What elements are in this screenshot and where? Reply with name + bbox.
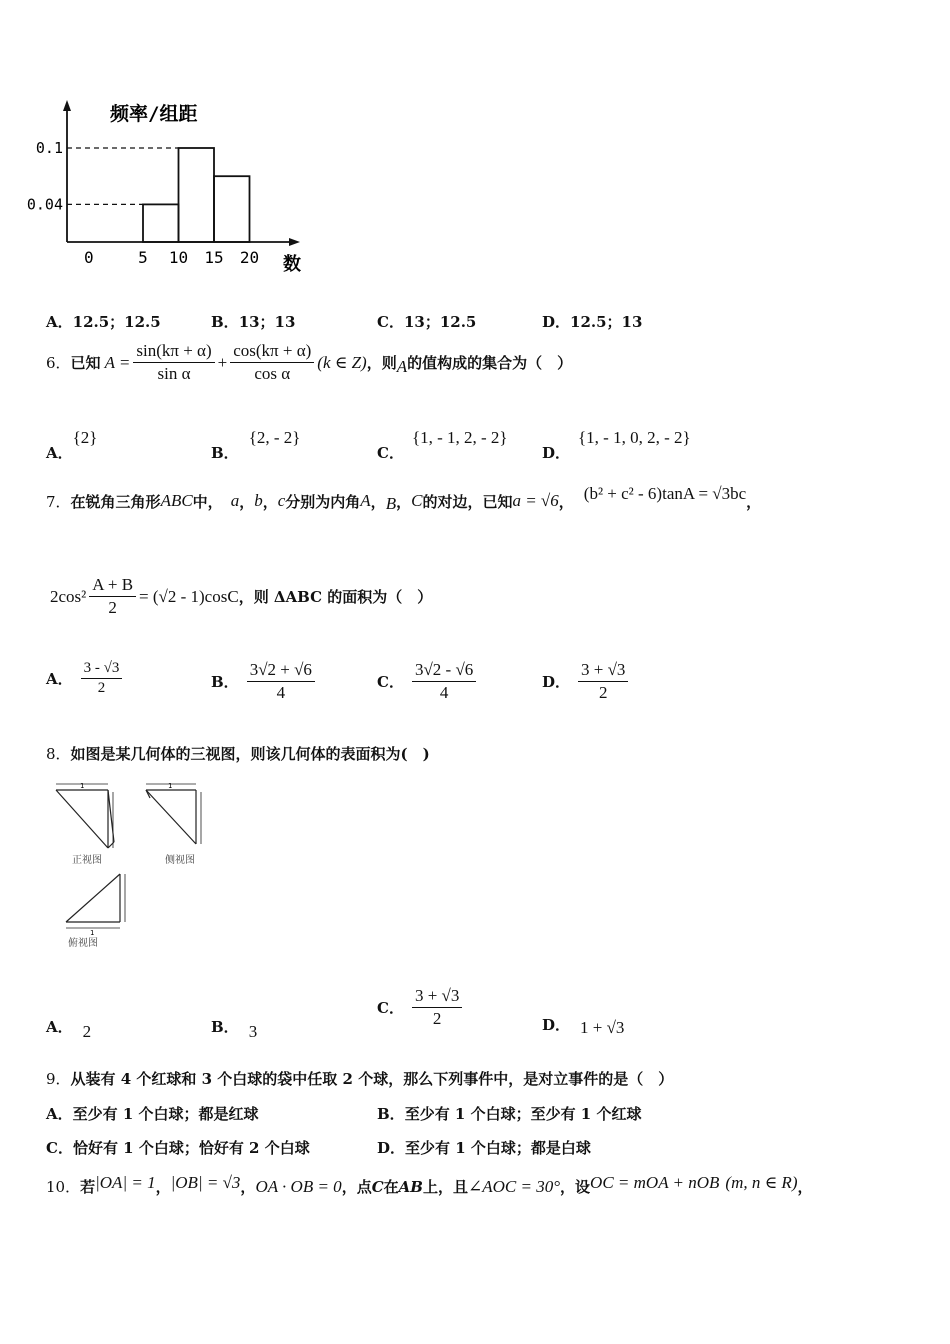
q6-mid: ，则 xyxy=(366,354,397,372)
question-number: 7． xyxy=(46,492,71,511)
q6-condition: (k ∈ Z) xyxy=(317,352,367,372)
option-label: B． xyxy=(211,444,239,462)
option-text: 至少有 1 个白球；都是白球 xyxy=(405,1139,591,1157)
side-view-label: 侧视图 xyxy=(165,855,195,866)
q6-sin-numerator: sin(kπ + α) xyxy=(133,341,214,363)
histogram-bar xyxy=(143,204,179,242)
option-text: {1, - 1, 0, 2, - 2} xyxy=(578,428,691,447)
q7-comma: ， xyxy=(558,492,574,511)
option-label: D． xyxy=(542,444,571,462)
option-text: 至少有 1 个白球；都是红球 xyxy=(72,1105,259,1123)
q6-sin-denominator: sin α xyxy=(157,364,191,383)
question-text: 从装有 4 个红球和 3 个白球的袋中任取 2 个球，那么下列事件中，是对立事件的是（ ） xyxy=(70,1070,674,1088)
top-view xyxy=(66,874,125,928)
fraction-numerator: 3√2 + √6 xyxy=(247,660,315,682)
q9-option-c[interactable] xyxy=(46,1137,310,1158)
option-label: D． xyxy=(377,1139,406,1157)
q8-option-d[interactable] xyxy=(542,1010,624,1038)
q10-text-2: ，点 xyxy=(341,1178,372,1196)
option-label: A． xyxy=(46,444,73,462)
three-views-figure xyxy=(50,778,220,953)
option-label: B． xyxy=(377,1105,405,1123)
option-text: 3 xyxy=(248,1022,258,1041)
q6-a-symbol: A xyxy=(396,356,408,376)
q10-segment-ab: AB xyxy=(398,1177,423,1196)
histogram-ylabel: 频率/组距 xyxy=(110,103,198,125)
q6-prefix: 已知 xyxy=(70,354,101,372)
histogram-y-tick: 0.1 xyxy=(35,139,63,157)
q10-text-4: 上，且 xyxy=(423,1178,469,1196)
q10-point-c: C xyxy=(371,1177,384,1196)
question-7-stem-line2 xyxy=(50,575,432,618)
q6-cos-denominator: cos α xyxy=(254,364,291,383)
option-label: A． xyxy=(46,670,73,688)
question-text: 如图是某几何体的三视图，则该几何体的表面积为( ) xyxy=(70,745,430,763)
q6-suffix: 的值构成的集合为（ ） xyxy=(407,354,573,372)
question-6-stem xyxy=(46,341,572,384)
fraction-denominator: 4 xyxy=(439,683,449,702)
fraction-numerator: 3 - √3 xyxy=(81,660,123,679)
q8-option-b[interactable] xyxy=(211,1010,257,1042)
q10-text-3: 在 xyxy=(383,1178,399,1196)
q6-plus: + xyxy=(217,352,228,372)
fraction-denominator: 2 xyxy=(598,683,608,702)
question-number: 9． xyxy=(46,1070,71,1088)
q6-cos-numerator: cos(kπ + α) xyxy=(230,341,314,363)
q10-comma: ， xyxy=(155,1178,171,1196)
fraction-numerator: 3 + √3 xyxy=(578,660,628,682)
histogram-x-tick: 20 xyxy=(239,248,260,267)
fraction-numerator: 3√2 - √6 xyxy=(412,660,476,682)
q10-angle: ∠AOC = 30° xyxy=(468,1176,561,1196)
histogram-bar xyxy=(214,176,250,242)
top-view-dim: 1 xyxy=(90,929,95,937)
q7-c: c xyxy=(277,491,286,510)
q7-fraction-numerator: A + B xyxy=(89,575,136,597)
option-label: A． xyxy=(46,1017,73,1036)
question-number: 10． xyxy=(46,1178,81,1196)
q10-oa: |OA| = 1 xyxy=(95,1172,156,1192)
question-10-stem xyxy=(46,1172,916,1197)
option-label: C． xyxy=(377,444,404,462)
q10-oc: OC = mOA + nOB xyxy=(590,1172,720,1192)
q7-text-2: 中， xyxy=(192,492,223,511)
option-label: B． xyxy=(211,1017,239,1036)
option-fraction xyxy=(247,660,315,703)
q7-fraction-denominator: 2 xyxy=(108,598,117,617)
option-text: 12.5；13 xyxy=(570,313,643,331)
q7-comma: ， xyxy=(262,492,278,511)
q10-end: ， xyxy=(797,1178,813,1196)
q7-text-1: 在锐角三角形 xyxy=(70,492,161,511)
q7-a-value: a = √6 xyxy=(512,491,559,510)
fraction-denominator: 2 xyxy=(97,680,106,696)
option-label: A． xyxy=(46,313,73,331)
fraction-denominator: 2 xyxy=(432,1009,442,1028)
q7-equation-2-prefix: 2cos² xyxy=(50,586,87,606)
q6-a-equals: A = xyxy=(104,352,131,372)
q7-b: b xyxy=(254,491,263,510)
option-label: B． xyxy=(211,313,239,331)
option-label: C． xyxy=(377,673,404,691)
front-view-label: 正视图 xyxy=(72,855,102,866)
q5-option-a[interactable] xyxy=(46,311,161,332)
option-text: 12.5；12.5 xyxy=(72,313,161,331)
q7-comma: ， xyxy=(746,492,762,511)
q5-option-c[interactable] xyxy=(377,311,476,332)
q7-angle-c: C xyxy=(411,491,423,510)
q10-comma: ， xyxy=(240,1178,256,1196)
option-label: D． xyxy=(542,673,571,691)
option-label: C． xyxy=(377,999,404,1017)
q7-equation-2-suffix: = (√2 - 1)cosC xyxy=(139,586,239,606)
histogram-origin: 0 xyxy=(84,248,94,267)
q10-ob: |OB| = √3 xyxy=(170,1172,241,1192)
q9-option-d[interactable] xyxy=(377,1137,591,1158)
q9-option-a[interactable] xyxy=(46,1103,259,1124)
q10-dot-product: OA · OB = 0 xyxy=(255,1176,342,1196)
option-text: 13；12.5 xyxy=(403,313,477,331)
q8-option-a[interactable] xyxy=(46,1010,91,1042)
q7-comma: ， xyxy=(239,492,255,511)
question-number: 8． xyxy=(46,745,71,763)
option-text: {2} xyxy=(72,428,98,447)
q7-angle-a: A xyxy=(360,491,371,510)
histogram-bar xyxy=(179,148,215,242)
q7-a: a xyxy=(230,491,240,510)
front-view xyxy=(56,784,114,848)
q7-tail: ，则 ΔABC 的面积为（ ） xyxy=(238,588,433,606)
option-label: C． xyxy=(46,1139,73,1157)
q7-option-c[interactable] xyxy=(377,660,479,703)
q5-option-b[interactable] xyxy=(211,311,295,332)
q7-equation-1: (b² + c² - 6)tanA = √3bc xyxy=(583,484,747,503)
q6-option-c[interactable] xyxy=(377,428,508,463)
q7-text-4: 的对边，已知 xyxy=(422,492,513,511)
q7-option-d[interactable] xyxy=(542,660,631,703)
histogram-y-tick: 0.04 xyxy=(26,195,63,214)
option-text: 13；13 xyxy=(238,313,296,331)
q6-option-a[interactable] xyxy=(46,428,97,463)
q7-text-3: 分别为内角 xyxy=(285,492,361,511)
q8-option-c[interactable] xyxy=(377,986,465,1029)
question-8-stem xyxy=(46,743,430,764)
q10-text-1: 若 xyxy=(80,1178,96,1196)
q7-comma: ， xyxy=(396,492,412,511)
top-view-label: 俯视图 xyxy=(68,938,98,949)
q10-text-5: ，设 xyxy=(560,1178,591,1196)
front-view-dim: 1 xyxy=(80,782,85,790)
option-text: 2 xyxy=(82,1022,92,1041)
q9-option-b[interactable] xyxy=(377,1103,641,1124)
fraction-denominator: 4 xyxy=(276,683,286,702)
question-9-stem xyxy=(46,1068,673,1089)
option-fraction xyxy=(412,660,476,703)
option-text: 1 + √3 xyxy=(580,1018,625,1037)
option-text: {2, - 2} xyxy=(248,428,301,447)
option-label: C． xyxy=(377,313,404,331)
option-fraction xyxy=(81,660,123,697)
side-view-dim: 1 xyxy=(168,782,173,790)
option-text: 恰好有 1 个白球；恰好有 2 个白球 xyxy=(72,1139,310,1157)
q7-equation-2-fraction xyxy=(89,575,136,618)
option-label: D． xyxy=(542,313,571,331)
q5-option-d[interactable] xyxy=(542,311,642,332)
question-number: 6． xyxy=(46,354,71,372)
histogram-x-tick: 5 xyxy=(138,248,148,267)
option-label: A． xyxy=(46,1105,73,1123)
option-text: {1, - 1, 2, - 2} xyxy=(411,428,508,447)
side-view xyxy=(146,784,201,844)
option-text: 至少有 1 个白球；至少有 1 个红球 xyxy=(404,1105,642,1123)
q7-option-a[interactable] xyxy=(46,660,125,697)
option-label: D． xyxy=(542,1015,571,1034)
histogram-x-tick: 10 xyxy=(168,248,189,267)
q7-comma: ， xyxy=(370,492,386,511)
fraction-numerator: 3 + √3 xyxy=(412,986,462,1008)
histogram-x-tick: 15 xyxy=(204,248,224,267)
histogram-chart xyxy=(26,95,320,280)
q10-condition: (m, n ∈ R) xyxy=(725,1172,798,1192)
q7-angle-b: B xyxy=(385,494,397,513)
option-label: B． xyxy=(211,673,239,691)
histogram-xlabel: 数 xyxy=(283,254,301,275)
q7-abc: ABC xyxy=(160,491,193,510)
question-7-stem-line1 xyxy=(46,484,916,514)
q6-option-d[interactable] xyxy=(542,428,691,463)
q6-option-b[interactable] xyxy=(211,428,300,463)
option-fraction xyxy=(412,986,462,1029)
q7-option-b[interactable] xyxy=(211,660,318,703)
option-fraction xyxy=(578,660,628,703)
q6-fraction-sin xyxy=(133,341,214,384)
q6-fraction-cos xyxy=(230,341,314,384)
